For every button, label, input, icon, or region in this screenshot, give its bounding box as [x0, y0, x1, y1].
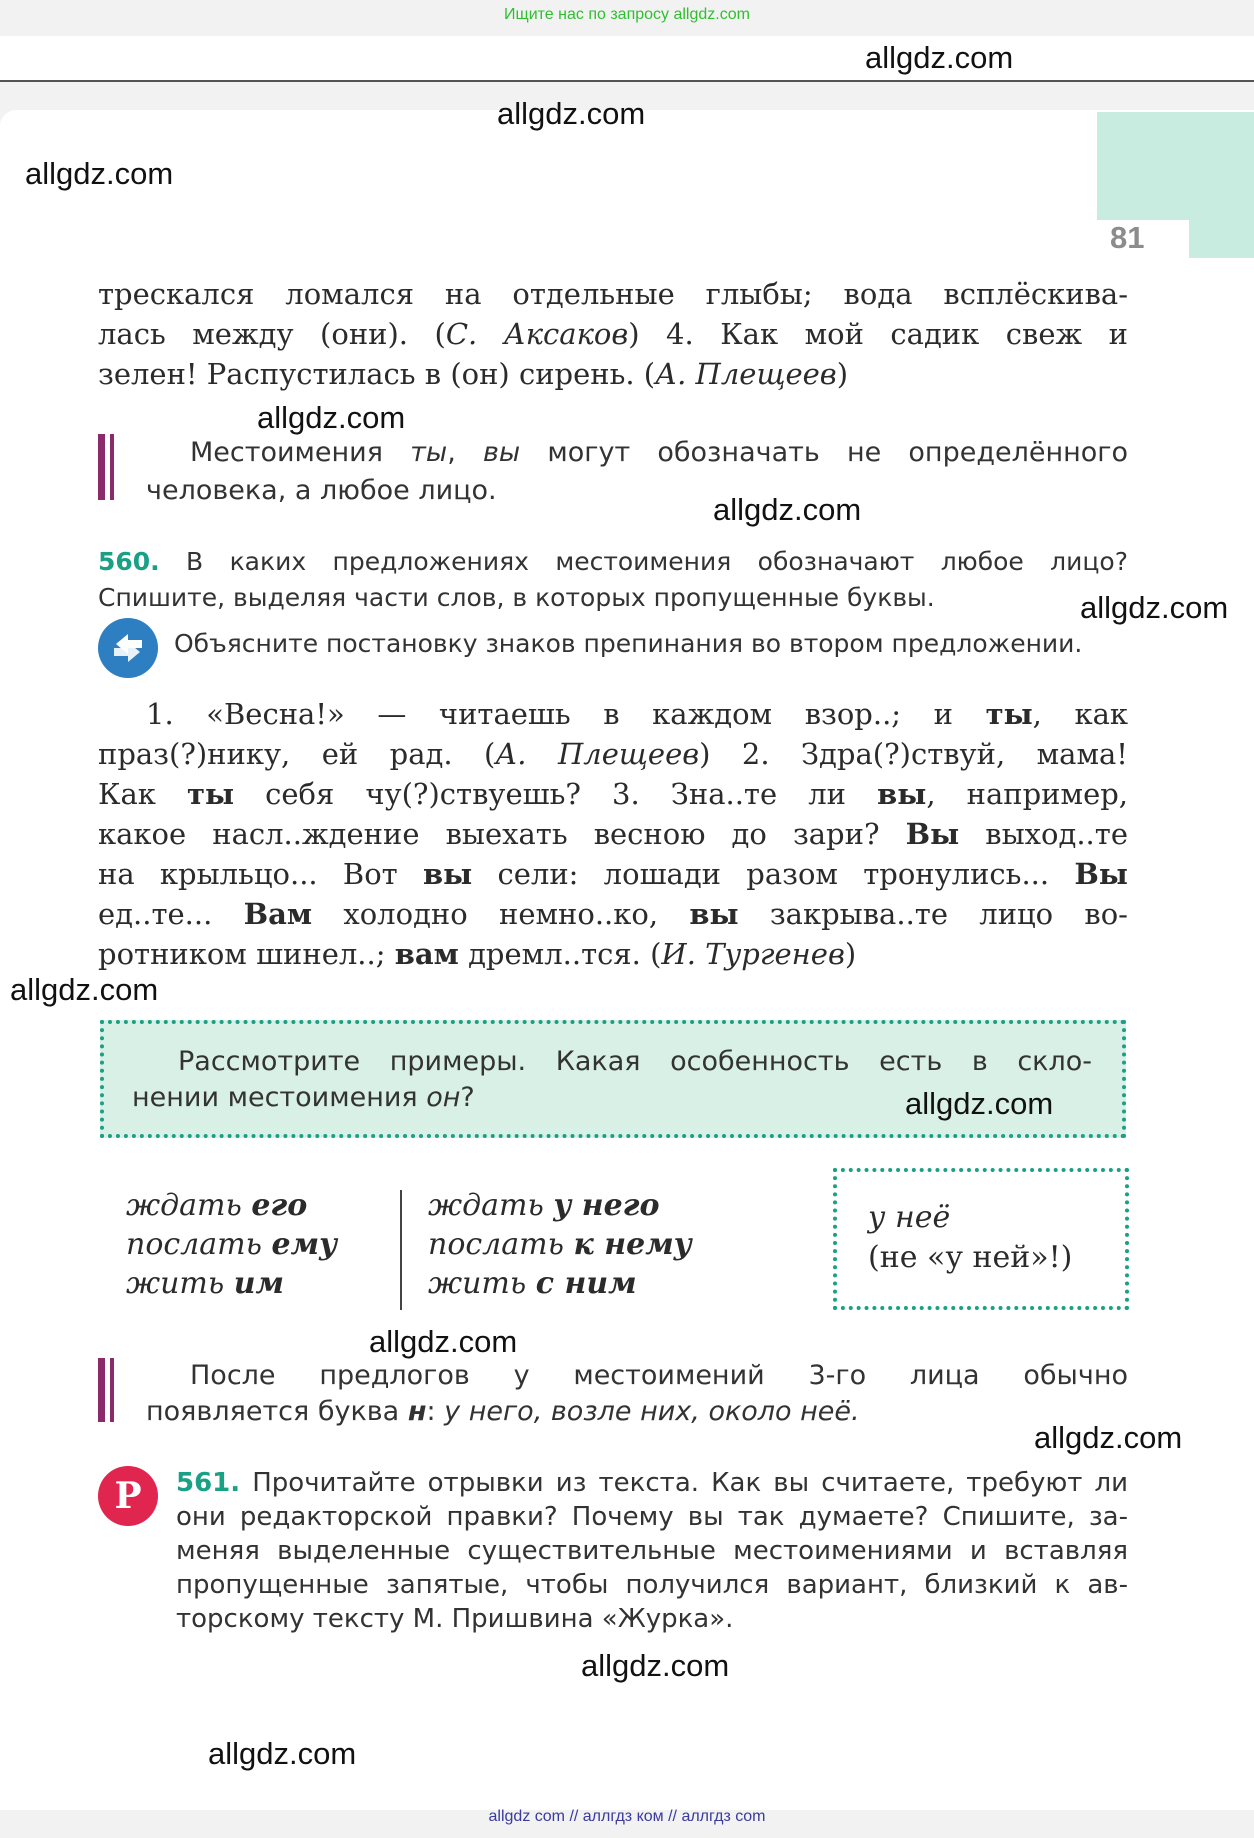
example-row: послать ему — [126, 1227, 338, 1262]
top-paragraph — [98, 274, 1128, 394]
watermark-text: allgdz.com — [497, 96, 646, 131]
paragraph-line: трескался ломался на отдельные глыбы; вода всплёскива- — [98, 277, 1128, 311]
footer-links[interactable]: allgdz com // аллгдз ком // аллгдз com — [488, 1808, 766, 1825]
watermark-text: allgdz.com — [208, 1736, 357, 1771]
rule-note-pronouns: Местоимения ты, вы могут обозначать не определённого человека, а любое лицо. — [146, 437, 1128, 506]
examples-note-text: у неё (не «у ней»!) — [868, 1200, 1073, 1275]
watermark-text: allgdz.com — [25, 156, 174, 191]
watermark-text: allgdz.com — [713, 492, 862, 527]
exercise-560-task: 560. В каких предложениях местоимения обозначают любое лицо? Спишите, выделяя части слов, в которых пропущенные буквы. — [98, 547, 1128, 612]
author-name: С. Аксаков — [445, 317, 629, 351]
exercise-561-task: 561. Прочитайте отрывки из текста. Как вы считаете, требуют ли они редакторской правки? Почему вы так думаете? Спишите, за- меняя выделенные существительные местоимениями и вставляя пропущенные запятые, чтобы получился вариант, близкий к ав- торскому тексту М. Пришвина «Журка». — [176, 1468, 1128, 1634]
question-box-text: Рассмотрите примеры. Какая особенность есть в скло- нении местоимения он? — [132, 1046, 1092, 1113]
example-row: жить с ним — [428, 1266, 637, 1301]
search-banner: Ищите нас по запросу allgdz.com — [504, 6, 750, 23]
watermark-text: allgdz.com — [10, 972, 159, 1007]
rule-note-prepositions: После предлогов у местоимений 3-го лица обычно появляется буква н: у него, возле них, около неё. — [146, 1360, 1128, 1427]
watermark-text: allgdz.com — [1080, 590, 1229, 625]
rule-marker-bar — [98, 434, 105, 500]
example-row: послать к нему — [428, 1227, 692, 1262]
watermark-text: allgdz.com — [905, 1086, 1054, 1121]
author-name: А. Плещеев — [655, 357, 837, 391]
examples-left — [126, 1186, 337, 1303]
example-row: ждать его — [126, 1188, 308, 1223]
exercise-560-subtask: Объясните постановку знаков препинания во втором предложении. — [174, 629, 1083, 658]
watermark-text: allgdz.com — [257, 400, 406, 435]
example-row: ждать у него — [428, 1188, 660, 1223]
exercise-number: 560. — [98, 547, 160, 576]
watermark-text: allgdz.com — [369, 1324, 518, 1359]
watermark-text: allgdz.com — [1034, 1420, 1183, 1455]
editing-task-badge: Р — [98, 1466, 158, 1526]
repeat-arrows-icon — [98, 618, 158, 678]
page-number: 81 — [1110, 220, 1145, 255]
paragraph-line: лась между (они). (С. Аксаков) 4. Как мой садик свеж и — [98, 317, 1129, 351]
watermark-text: allgdz.com — [865, 40, 1014, 75]
example-row: жить им — [126, 1266, 285, 1301]
top-toolbar-strip — [0, 36, 1254, 82]
examples-divider — [400, 1190, 402, 1310]
exercise-number: 561. — [176, 1468, 241, 1498]
examples-middle — [428, 1186, 692, 1303]
paragraph-line: зелен! Распустилась в (он) сирень. (А. Плещеев) — [98, 357, 849, 391]
rule-marker-bar — [110, 1358, 114, 1422]
rule-marker-bar — [110, 434, 114, 500]
exercise-560-text: 1. «Весна!» — читаешь в каждом взор..; и ты, как праз(?)нику, ей рад. (А. Плещеев) 2. Здра(?)ствуй, мама! Как ты себя чу(?)ствуешь? 3. Зна..те ли вы, например, какое насл..ждение выехать весною до зари? Вы выход..те на крыльцо... Вот вы сели: лошади разом тронулись... Вы ед..те... Вам холодно немно..ко, вы закрыва..те лицо во- ротником шинел..; вам дремл..тся. (И. Тургенев) — [98, 697, 1129, 971]
rule-marker-bar — [98, 1358, 105, 1422]
watermark-text: allgdz.com — [581, 1648, 730, 1683]
